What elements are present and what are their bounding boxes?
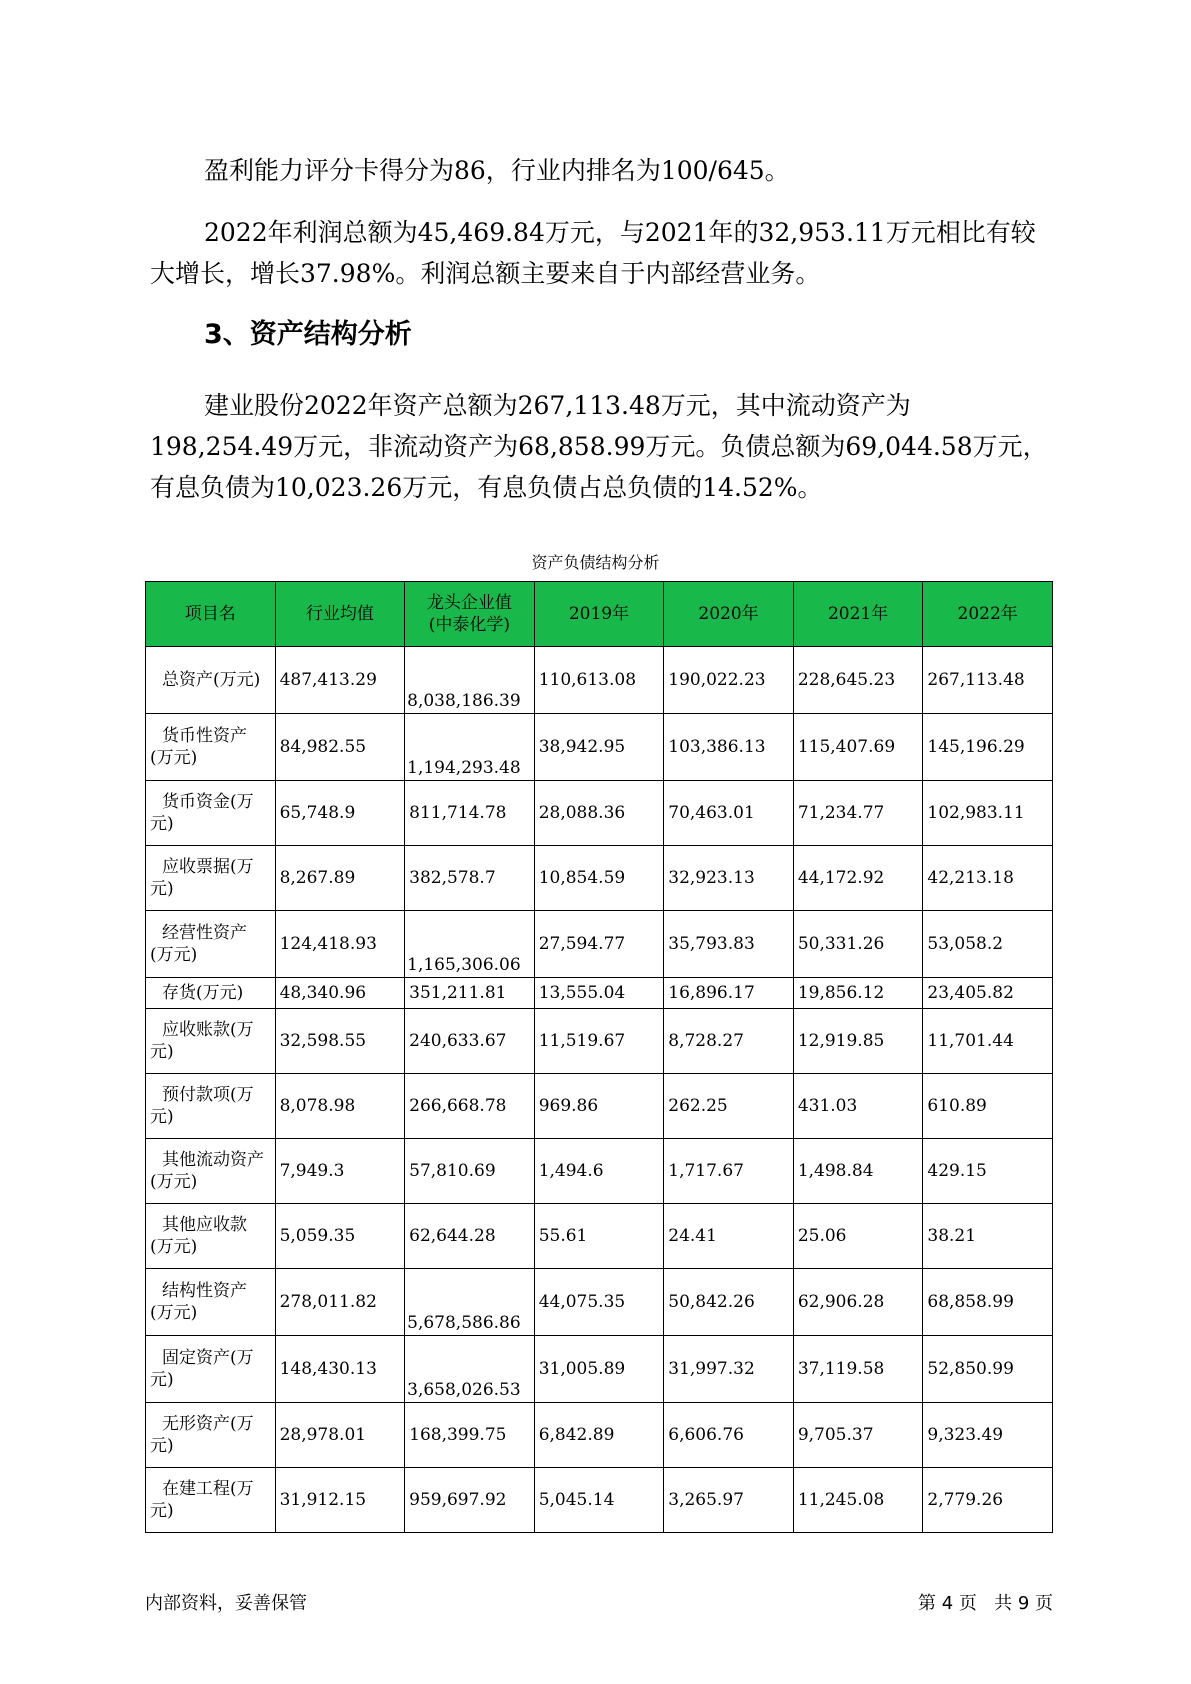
table-row <box>146 714 1053 781</box>
cell-y2021: 44,172.92 <box>793 846 923 911</box>
table-row <box>146 1336 1053 1403</box>
cell-lead: 266,668.78 <box>405 1074 535 1139</box>
cell-y2021: 19,856.12 <box>793 978 923 1009</box>
cell-avg: 7,949.3 <box>275 1139 405 1204</box>
cell-y2020: 24.41 <box>664 1204 794 1269</box>
cell-name: 货币资金(万元) <box>146 781 276 846</box>
cell-y2020: 50,842.26 <box>664 1269 794 1336</box>
cell-y2021: 1,498.84 <box>793 1139 923 1204</box>
cell-y2022: 429.15 <box>923 1139 1053 1204</box>
cell-y2022: 610.89 <box>923 1074 1053 1139</box>
cell-lead: 3,658,026.53 <box>405 1336 535 1403</box>
cell-y2021: 9,705.37 <box>793 1403 923 1468</box>
cell-y2021: 228,645.23 <box>793 647 923 714</box>
table-row <box>146 1468 1053 1533</box>
cell-y2022: 145,196.29 <box>923 714 1053 781</box>
cell-avg: 148,430.13 <box>275 1336 405 1403</box>
cell-y2022: 11,701.44 <box>923 1009 1053 1074</box>
cell-y2019: 28,088.36 <box>534 781 664 846</box>
cell-y2019: 969.86 <box>534 1074 664 1139</box>
table-row <box>146 647 1053 714</box>
cell-name: 其他应收款(万元) <box>146 1204 276 1269</box>
table-row <box>146 1204 1053 1269</box>
cell-lead: 240,633.67 <box>405 1009 535 1074</box>
table-caption: 资产负债结构分析 <box>531 553 660 572</box>
cell-y2019: 1,494.6 <box>534 1139 664 1204</box>
header-leader-value: 龙头企业值 (中泰化学) <box>405 582 535 647</box>
cell-y2021: 50,331.26 <box>793 911 923 978</box>
table-row <box>146 1269 1053 1336</box>
cell-avg: 84,982.55 <box>275 714 405 781</box>
cell-y2019: 44,075.35 <box>534 1269 664 1336</box>
cell-y2020: 6,606.76 <box>664 1403 794 1468</box>
table-row <box>146 781 1053 846</box>
cell-y2020: 16,896.17 <box>664 978 794 1009</box>
cell-name: 存货(万元) <box>146 978 276 1009</box>
table-row <box>146 846 1053 911</box>
cell-lead: 62,644.28 <box>405 1204 535 1269</box>
cell-y2022: 42,213.18 <box>923 846 1053 911</box>
cell-lead: 811,714.78 <box>405 781 535 846</box>
cell-y2019: 31,005.89 <box>534 1336 664 1403</box>
table-row <box>146 1403 1053 1468</box>
cell-y2020: 35,793.83 <box>664 911 794 978</box>
table-row <box>146 1074 1053 1139</box>
cell-lead: 57,810.69 <box>405 1139 535 1204</box>
cell-name: 应收票据(万元) <box>146 846 276 911</box>
cell-y2022: 267,113.48 <box>923 647 1053 714</box>
paragraph-asset-structure: 建业股份2022年资产总额为267,113.48万元，其中流动资产为198,254.49万元，非流动资产为68,858.99万元。负债总额为69,044.58万元，有息负债为10,023.26万元，有息负债占总负债的14.52%。 <box>150 391 1048 502</box>
cell-y2019: 38,942.95 <box>534 714 664 781</box>
header-2022: 2022年 <box>923 582 1053 647</box>
header-2021: 2021年 <box>793 582 923 647</box>
cell-y2022: 9,323.49 <box>923 1403 1053 1468</box>
header-2020: 2020年 <box>664 582 794 647</box>
cell-lead: 8,038,186.39 <box>405 647 535 714</box>
cell-y2022: 23,405.82 <box>923 978 1053 1009</box>
cell-name: 其他流动资产(万元) <box>146 1139 276 1204</box>
cell-name: 预付款项(万元) <box>146 1074 276 1139</box>
cell-y2022: 102,983.11 <box>923 781 1053 846</box>
cell-lead: 959,697.92 <box>405 1468 535 1533</box>
cell-y2020: 31,997.32 <box>664 1336 794 1403</box>
cell-avg: 28,978.01 <box>275 1403 405 1468</box>
cell-name: 货币性资产(万元) <box>146 714 276 781</box>
cell-lead: 382,578.7 <box>405 846 535 911</box>
table-row <box>146 978 1053 1009</box>
cell-avg: 31,912.15 <box>275 1468 405 1533</box>
footer-page-number: 第 4 页 共 9 页 <box>918 1593 1053 1614</box>
cell-avg: 124,418.93 <box>275 911 405 978</box>
table-row <box>146 1139 1053 1204</box>
cell-avg: 32,598.55 <box>275 1009 405 1074</box>
cell-name: 总资产(万元) <box>146 647 276 714</box>
cell-lead: 351,211.81 <box>405 978 535 1009</box>
cell-y2019: 13,555.04 <box>534 978 664 1009</box>
cell-y2021: 115,407.69 <box>793 714 923 781</box>
cell-y2020: 190,022.23 <box>664 647 794 714</box>
cell-y2020: 262.25 <box>664 1074 794 1139</box>
cell-y2021: 37,119.58 <box>793 1336 923 1403</box>
cell-y2019: 11,519.67 <box>534 1009 664 1074</box>
cell-avg: 8,078.98 <box>275 1074 405 1139</box>
cell-name: 结构性资产(万元) <box>146 1269 276 1336</box>
cell-name: 固定资产(万元) <box>146 1336 276 1403</box>
paragraph-profitability-score: 盈利能力评分卡得分为86，行业内排名为100/645。 <box>204 156 790 185</box>
cell-y2019: 110,613.08 <box>534 647 664 714</box>
cell-y2020: 70,463.01 <box>664 781 794 846</box>
cell-avg: 65,748.9 <box>275 781 405 846</box>
cell-name: 经营性资产(万元) <box>146 911 276 978</box>
cell-y2021: 25.06 <box>793 1204 923 1269</box>
cell-y2021: 431.03 <box>793 1074 923 1139</box>
cell-y2020: 3,265.97 <box>664 1468 794 1533</box>
cell-lead: 1,194,293.48 <box>405 714 535 781</box>
table-row <box>146 911 1053 978</box>
section-heading: 3、资产结构分析 <box>204 319 412 350</box>
cell-avg: 278,011.82 <box>275 1269 405 1336</box>
cell-y2020: 103,386.13 <box>664 714 794 781</box>
header-industry-average: 行业均值 <box>275 582 405 647</box>
cell-name: 应收账款(万元) <box>146 1009 276 1074</box>
cell-lead: 1,165,306.06 <box>405 911 535 978</box>
cell-y2022: 52,850.99 <box>923 1336 1053 1403</box>
cell-y2019: 55.61 <box>534 1204 664 1269</box>
table-row <box>146 1009 1053 1074</box>
cell-y2019: 27,594.77 <box>534 911 664 978</box>
cell-y2022: 68,858.99 <box>923 1269 1053 1336</box>
cell-y2022: 38.21 <box>923 1204 1053 1269</box>
cell-y2022: 53,058.2 <box>923 911 1053 978</box>
cell-y2019: 10,854.59 <box>534 846 664 911</box>
cell-y2020: 1,717.67 <box>664 1139 794 1204</box>
footer-confidential-note: 内部资料，妥善保管 <box>145 1593 307 1614</box>
cell-y2021: 12,919.85 <box>793 1009 923 1074</box>
cell-name: 无形资产(万元) <box>146 1403 276 1468</box>
paragraph-profit-total: 2022年利润总额为45,469.84万元，与2021年的32,953.11万元相比有较大增长，增长37.98%。利润总额主要来自于内部经营业务。 <box>150 218 1036 288</box>
balance-sheet-table <box>145 581 1053 1533</box>
cell-y2021: 11,245.08 <box>793 1468 923 1533</box>
cell-y2022: 2,779.26 <box>923 1468 1053 1533</box>
cell-y2021: 71,234.77 <box>793 781 923 846</box>
cell-name: 在建工程(万元) <box>146 1468 276 1533</box>
header-item-name: 项目名 <box>146 582 276 647</box>
cell-y2020: 32,923.13 <box>664 846 794 911</box>
cell-lead: 168,399.75 <box>405 1403 535 1468</box>
cell-lead: 5,678,586.86 <box>405 1269 535 1336</box>
cell-avg: 5,059.35 <box>275 1204 405 1269</box>
cell-y2021: 62,906.28 <box>793 1269 923 1336</box>
header-2019: 2019年 <box>534 582 664 647</box>
cell-y2019: 5,045.14 <box>534 1468 664 1533</box>
cell-y2019: 6,842.89 <box>534 1403 664 1468</box>
cell-avg: 487,413.29 <box>275 647 405 714</box>
cell-avg: 8,267.89 <box>275 846 405 911</box>
cell-y2020: 8,728.27 <box>664 1009 794 1074</box>
table-header-row <box>146 582 1053 647</box>
cell-avg: 48,340.96 <box>275 978 405 1009</box>
